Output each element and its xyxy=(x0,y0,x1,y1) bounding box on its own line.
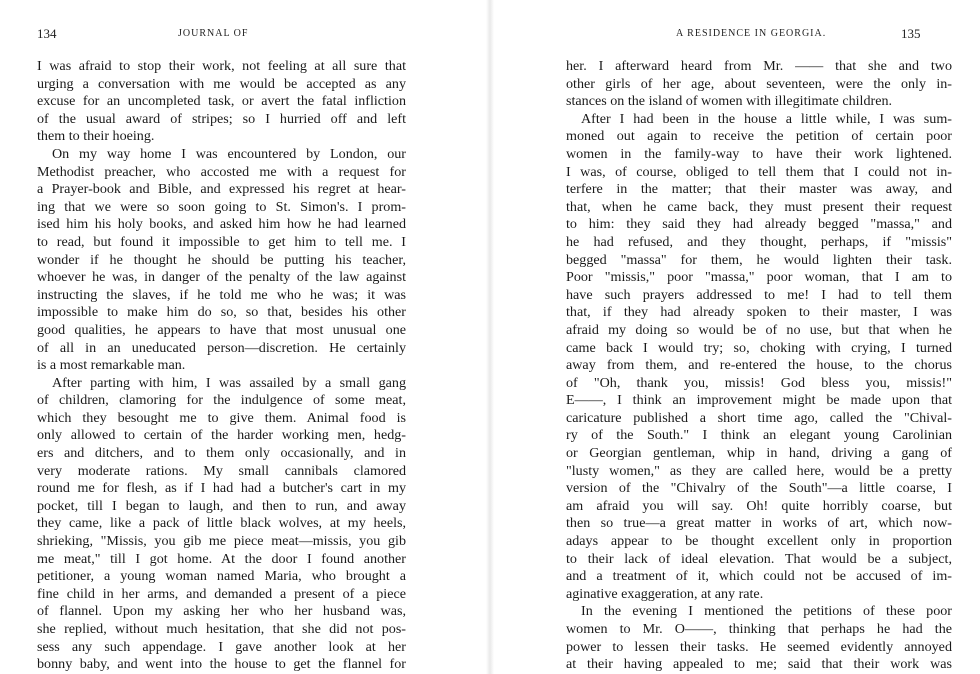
text-line: bonny baby, and went into the house to get the flannel for xyxy=(37,656,406,673)
text-line: that, if they had already spoken to their master, I was xyxy=(566,304,952,321)
text-line: me meat," till I got home. At the door I found another xyxy=(37,550,406,567)
text-line: only allowed to certain of the harder working men, hedg- xyxy=(37,427,406,444)
text-line: excuse for an uncompleted task, or avert the fatal infliction xyxy=(37,93,406,110)
text-line: whoever he was, in danger of the penalty of the law against xyxy=(37,269,406,286)
text-line: of all in an uneducated person—discretion. He certainly xyxy=(37,339,406,356)
text-line: very moderate rations. My small cannibals clamored xyxy=(37,462,406,479)
running-head: JOURNAL OF xyxy=(178,28,249,39)
text-line: Methodist preacher, who accosted me with a request for xyxy=(37,163,406,180)
body-text xyxy=(566,58,952,674)
text-line: or Georgian gentleman, whip in hand, driving a gang of xyxy=(566,445,952,462)
text-line: am afraid you will say. Oh! quite horribly coarse, but xyxy=(566,497,952,514)
text-line: sess any such appendage. I gave another look at her xyxy=(37,638,406,655)
text-line: of children, clamoring for the indulgence of some meat, xyxy=(37,392,406,409)
text-line: them to their hoeing. xyxy=(37,128,155,145)
text-line: After parting with him, I was assailed by a small gang xyxy=(52,374,406,391)
text-line: of flannel. Upon my asking her who her husband was, xyxy=(37,603,406,620)
text-line: After I had been in the house a little while, I was sum- xyxy=(581,110,952,127)
text-line: shrieking, "Missis, you gib me piece meat—missis, you gib xyxy=(37,533,406,550)
text-line: and a treatment of it, which could not be accused of im- xyxy=(566,568,952,585)
text-line: of "Oh, thank you, missis! God bless you, missis!" xyxy=(566,374,952,391)
body-text xyxy=(37,58,406,674)
text-line: ing that we were so soon going to St. Simon's. I prom- xyxy=(37,198,406,215)
text-line: have such prayers addressed to me! I had to tell them xyxy=(566,286,952,303)
right-page xyxy=(490,0,980,674)
text-line: On my way home I was encountered by London, our xyxy=(52,145,406,162)
text-line: power to lessen their tasks. He seemed evidently annoyed xyxy=(566,638,952,655)
page-number: 135 xyxy=(901,26,921,41)
text-line: terfere in the matter; that their master was away, and xyxy=(566,181,952,198)
page-number: 134 xyxy=(37,26,57,41)
text-line: other girls of her age, about seventeen, were the only in- xyxy=(566,75,952,92)
text-line: begged "massa" for them, he would lighten their task. xyxy=(566,251,952,268)
text-line: pocket, till I began to laugh, and then to run, and away xyxy=(37,497,406,514)
text-line: "lusty women," as they are called here, would be a pretty xyxy=(566,462,952,479)
text-line: which they besought me to give them. Animal food is xyxy=(37,409,406,426)
text-line: petitioner, a young woman named Maria, who brought a xyxy=(37,568,406,585)
text-line: aginative exaggeration, at any rate. xyxy=(566,585,764,602)
running-head: A RESIDENCE IN GEORGIA. xyxy=(676,28,827,39)
text-line: version of the "Chivalry of the South"—a little coarse, I xyxy=(566,480,952,497)
text-line: ised him his holy books, and asked him how he had learned xyxy=(37,216,406,233)
text-line: at their having appealed to me; said that their work was xyxy=(566,656,952,673)
text-line: that, when he came back, they must present their request xyxy=(566,198,952,215)
text-line: away from them, and re-entered the house, to the chorus xyxy=(566,357,952,374)
text-line: wonder if he thought he should be putting his teacher, xyxy=(37,251,406,268)
text-line: he had refused, and they thought, perhaps, if "missis" xyxy=(566,233,952,250)
text-line: is a most remarkable man. xyxy=(37,357,186,374)
text-line: In the evening I mentioned the petitions of these poor xyxy=(581,603,952,620)
text-line: afraid my doing so would be of no use, but that when he xyxy=(566,321,952,338)
text-line: to him: they said they had already begged "massa," and xyxy=(566,216,952,233)
text-line: to read, but found it impossible to get him to tell me. I xyxy=(37,233,406,250)
text-line: stances on the island of women with illegitimate children. xyxy=(566,93,893,110)
text-line: instructing the slaves, if he told me who he was; it was xyxy=(37,286,406,303)
text-line: good qualities, he appears to have that most unusual one xyxy=(37,321,406,338)
text-line: they came, like a pack of little black wolves, at my heels, xyxy=(37,515,406,532)
text-line: fine child in her arms, and demanded a present of a piece xyxy=(37,585,406,602)
text-line: women to Mr. O——, thinking that perhaps he had the xyxy=(566,621,952,637)
text-line: she replied, without much hesitation, that she did not pos- xyxy=(37,621,406,637)
text-line: E——, I think an improvement might be made upon that xyxy=(566,392,952,409)
text-line: ry of the South." I think an elegant young Carolinian xyxy=(566,427,952,444)
text-line: to their lack of ideal elevation. That would be a subject, xyxy=(566,550,952,567)
text-line: I was, of course, obliged to tell them that I could not in- xyxy=(566,163,952,180)
text-line: impossible to make him do so, so that, besides his other xyxy=(37,304,406,321)
text-line: of the usual award of stripes; so I hurried off and left xyxy=(37,110,406,127)
text-line: caricature published a short time ago, called the "Chival- xyxy=(566,409,952,426)
text-line: urging a conversation with me would be accepted as any xyxy=(37,75,406,92)
text-line: women in the family-way to have their work lightened. xyxy=(566,145,952,162)
text-line: Poor "missis," poor "massa," poor woman, that I am to xyxy=(566,269,952,286)
text-line: adays appear to be thought excellent only in proportion xyxy=(566,533,952,550)
text-line: ers and ditchers, and to them only occasionally, and in xyxy=(37,445,406,462)
text-line: her. I afterward heard from Mr. —— that she and two xyxy=(566,58,952,74)
text-line: came back I would try; so, choking with crying, I turned xyxy=(566,339,952,356)
text-line: moned out again to receive the petition of certain poor xyxy=(566,128,952,145)
text-line: I was afraid to stop their work, not feeling at all sure that xyxy=(37,58,406,74)
text-line: then so true—a great matter in works of art, which now- xyxy=(566,515,952,532)
text-line: round me for flesh, as if I had had a butcher's cart in my xyxy=(37,480,406,497)
text-line: a Prayer-book and Bible, and expressed his regret at hear- xyxy=(37,181,406,198)
